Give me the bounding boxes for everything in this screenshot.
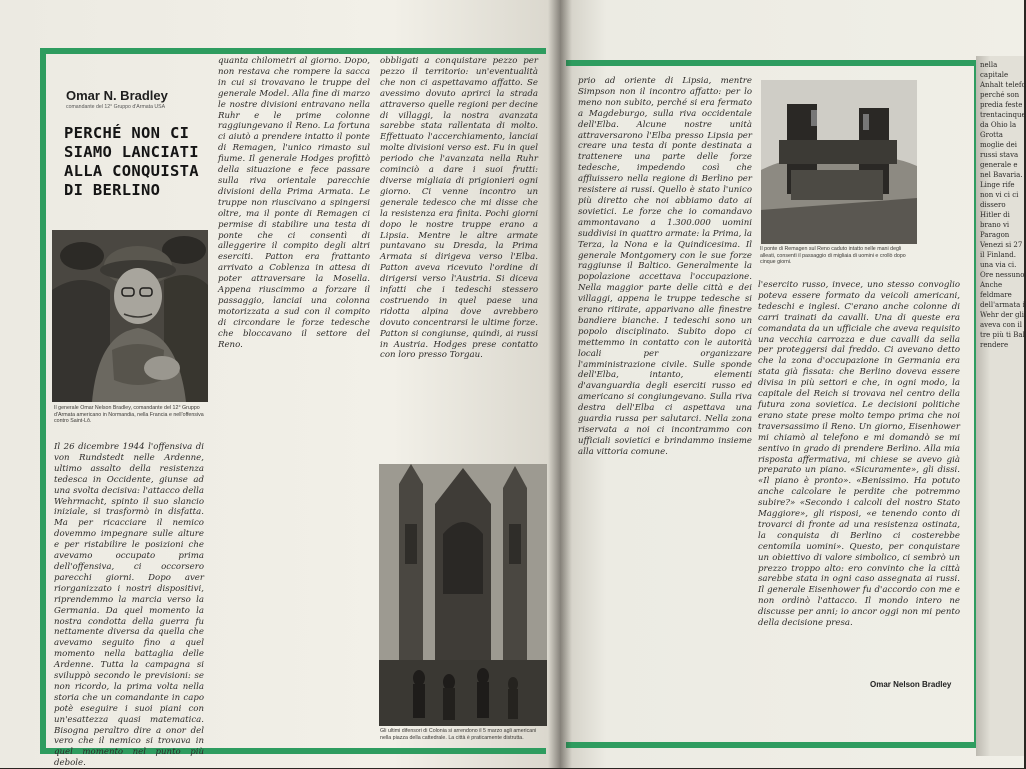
cologne-caption: Gli ultimi difensori di Colonia si arrendono il 5 marzo agli americani nella piazza della cattedrale. La città è praticamente distrutta. <box>380 728 537 741</box>
author-name: Omar N. Bradley <box>66 88 168 103</box>
bradley-photo <box>52 230 208 402</box>
adjacent-page-text: nella capitale Anhalt telefo perché son predia feste trentacinque da Ohio la Grotta moglie dei russi stava generale e nel Bavaria. Linge rife non vi ci ci dissero Hitler di brano vi Paragon Venezi si 27 il Finland. una via ci. Ore nessuno Anche feldmare dell'armata i Wehr der gli aveva con il tre più ti Bal rendere <box>980 61 1026 349</box>
bridge-photo-illustration <box>761 80 917 244</box>
adjacent-page-edge <box>976 56 1024 756</box>
cologne-cathedral-photo <box>379 464 547 726</box>
text-column-4: prio ad oriente di Lipsia, mentre Simpson non il incontro affatto: per lo meno non subito, perché si era fermato a Magdeburgo, sulla riva occidentale dell'Elba. Alcune nostre unità attraversarono l'Elba presso Lipsia per creare una testa di ponte destinata a trattenere una parte delle forze tedesche, impedendo così che affluissero nella regione di Berlino per resistere ai russi. Quello è stato l'unico più diretto che noi abbiamo dato ai sovietici. Le forze che io comandavo ammontavano a 1.300.000 uomini suddivisi in quattro armate: la Prima, la Terza, la Nona e la Quindicesima. Il generale Montgomery con le sue forze raggiunse il Baltico. Generalmente la popolazione accettava l'occupazione. Nella maggior parte delle città e dei villaggi, appena le truppe tedesche si erano ritirate, apparivano alle finestre bandiere bianche. I tedeschi sono un popolo disciplinato. Subito dopo ci mettemmo in contatto con le autorità locali per organizzare l'amministrazione civile. Sulle sponde dell'Elba, intanto, elementi d'avanguardia degli eserciti russo ed americano si congiungevano. Sulla riva destra dell'Elba ci aspettava una guardia russa per salutarci. Nella zona riservata a noi ci incontrammo con ufficiali sovietici e brindammo insieme alla vittoria comune. <box>578 76 752 457</box>
spine-gutter <box>548 0 572 768</box>
article-signature: Omar Nelson Bradley <box>870 680 952 689</box>
bradley-caption: Il generale Omar Nelson Bradley, comandante del 12° Gruppo d'Armata americano in Normandia, nella Francia e nell'offensiva contro Saint-Lô. <box>54 405 204 425</box>
bradley-photo-illustration <box>52 230 208 402</box>
text-column-3: obbligati a conquistare pezzo per pezzo il territorio: un'eventualità che non ci aspettavamo affatto. Se avessimo dovuto aprirci la strada attraverso quelle regioni per decine di villaggi, la nostra avanzata sarebbe stata rallentata di molto. Effettuato l'accerchiamento, lanciai molte divisioni verso est. Fu in quel periodo che l'avanzata nella Ruhr cominciò a dare i suoi frutti: diverse migliaia di prigionieri ogni giorno. Ci venne incontro un generale tedesco che mi disse che la resistenza era finita. Pochi giorni dopo le nostre truppe erano a Lipsia. Mentre le altre armate puntavano su Dresda, la Prima Armata si dirigeva verso l'Elba. Patton aveva ricevuto l'ordine di dirigersi verso l'Austria. Si diceva infatti che i tedeschi stessero costruendo in quel paese una ridotta alpina dove avrebbero dovuto concentrarsi le ultime forze. Patton si congiunse, quindi, ai russi in Austria. Hodges prese contatto con loro presso Torgau. <box>380 56 538 361</box>
text-column-1: Il 26 dicembre 1944 l'offensiva di von Rundstedt nelle Ardenne, ultimo assalto della resistenza tedesca in Occidente, giunse ad una svolta decisiva: l'attacco della Wehrmacht, spinto il suo slancio iniziale, si trasformò in disfatta. Ma per ricacciare il nemico dovemmo impegnare sulle alture e per ristabilire le posizioni che avevamo occupato prima dell'offensiva, ci occorsero parecchi giorni. Dopo aver riorganizzato i nostri dispositivi, riprendemmo la marcia verso la Germania. Da quel momento la nostra condotta della guerra fu nettamente diversa da quella che avevamo seguito fino a quel momento nella battaglia delle Ardenne. Tutta la campagna si sviluppò secondo le previsioni: se non ricordo, la prima volta nella storia che un comandante in capo potè eseguire i suoi piani con un'esattezza quasi matematica. Bisogna peraltro dire a onor del vero che il nemico si trovava in quel momento nel punto più debole. <box>54 442 204 769</box>
remagen-bridge-photo <box>761 80 917 244</box>
cologne-photo-illustration <box>379 464 547 726</box>
article-title: PERCHÉ NON CI SIAMO LANCIATI ALLA CONQUISTA DI BERLINO <box>64 124 199 199</box>
text-column-2: quanta chilometri al giorno. Dopo, non restava che rompere la sacca in cui si trovavano le truppe del generale Model. Alla fine di marzo le nostre divisioni entravano nella Ruhr e le prime colonne raggiungevano il Reno. La fortuna ci aiutò a prendere intatto il ponte di Remagen, l'unico rimasto sul fiume. Il generale Hodges profittò della situazione e fece passare sulla riva orientale parecchie divisioni della Prima Armata. Le truppe non riuscivano a spingersi oltre, ma il ponte di Remagen ci permise di stabilire una testa di ponte che ci consentì di alleggerire il compito degli altri eserciti. Patton era frattanto arrivato a Coblenza in attesa di poter attraversare la Mosella. Appena riuscimmo a forzare il passaggio, lanciai una colonna motorizzata a sud con il compito di circondare le forze tedesche che bloccavano il settore del Reno. <box>218 56 370 350</box>
author-role: comandante del 12° Gruppo d'Armata USA <box>66 104 166 110</box>
text-column-5: l'esercito russo, invece, uno stesso convoglio poteva essere formato da veicoli americani, tedeschi e inglesi. C'erano anche colonne di carri trainati da cavalli. Una di queste era comandata da un ufficiale che aveva requisito una vecchia carrozza e due cavalli da sella per proteggersi dal freddo. Ci avevano detto che la zona d'occupazione in Germania era stata già fissata: che Berlino doveva essere divisa in più settori e che, in ogni modo, la capitale del Reich si trovava nel centro della futura zona sovietica. Le decisioni politiche erano state prese molto tempo prima che noi traversassimo il Reno. Un giorno, Eisenhower mi chiamò al telefono e mi domandò se mi sentivo in grado di prendere Berlino. Alla mia risposta affermativa, mi chiese se avevo già preparato un piano. «Sicuramente», gli dissi. «Il piano è pronto». «Benissimo. Ha potuto anche calcolare le perdite che potremmo subire?» «Secondo i calcoli del nostro Stato Maggiore», gli risposi, «e tenendo conto di trovarci di fronte ad una resistenza ostinata, la conquista di Berlino ci costerebbe centomila uomini». Questo, per conquistare un obiettivo di valore simbolico, ci sembrò un prezzo troppo alto: ero convinto che la città sarebbe stata in ogni caso assegnata ai russi. Il generale Eisenhower fu d'accordo con me e non ordinò l'attacco. Il mondo intero ne discusse per anni; io ancor oggi non mi pento della decisione presa. <box>758 280 960 629</box>
bridge-caption: Il ponte di Remagen sul Reno caduto intatto nelle mani degli alleati, consentì il passaggio di migliaia di uomini e crollò dopo cinque giorni. <box>760 246 906 266</box>
right-page <box>560 0 1024 768</box>
